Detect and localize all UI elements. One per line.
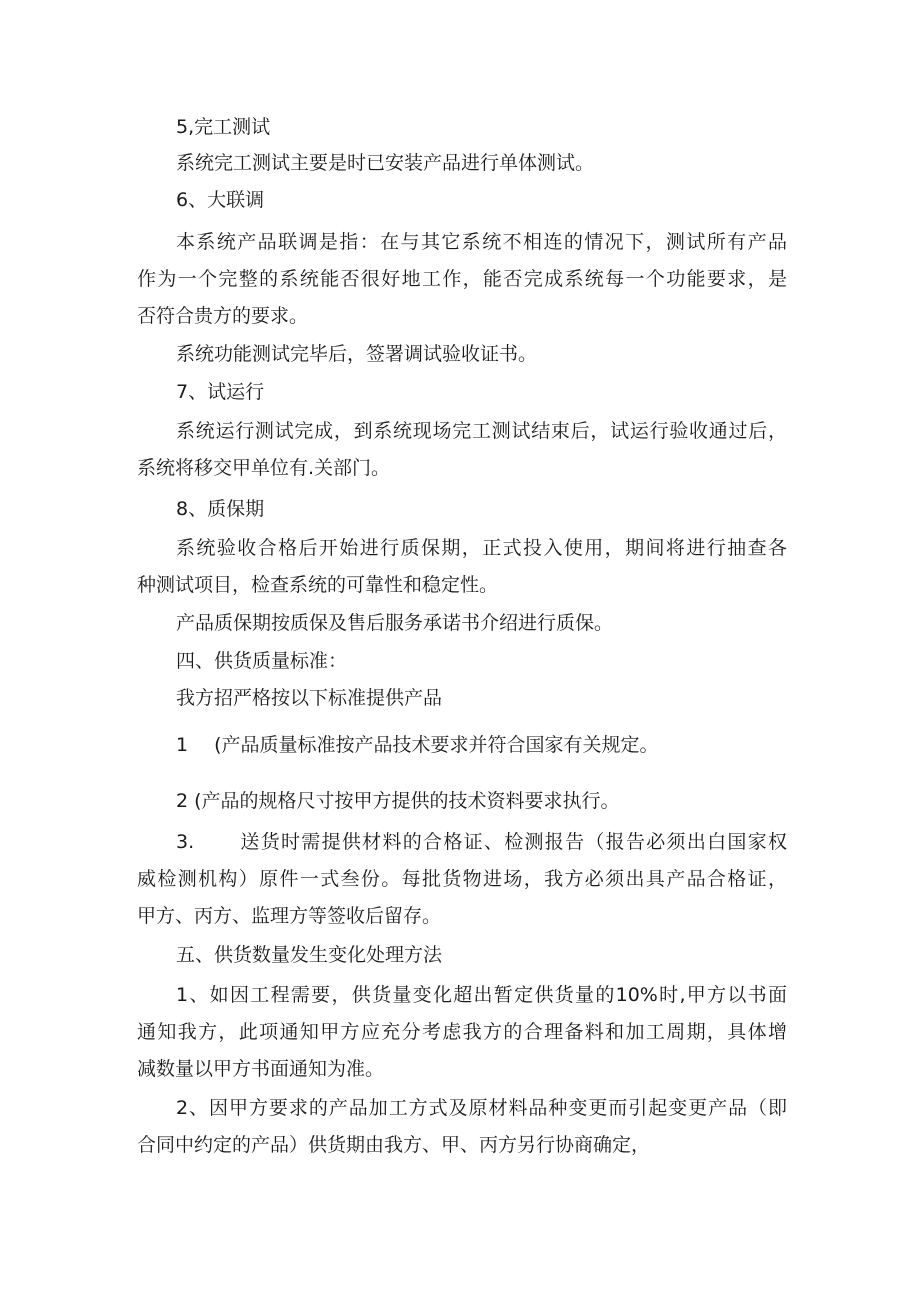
list-number: 1 (176, 734, 189, 756)
list-item-quality-1 (137, 727, 826, 764)
heading-warranty (137, 491, 826, 528)
text-line: 通知我方，此项通知甲方应充分考虑我方的合理备料和加工周期，具体增 (137, 1021, 787, 1043)
text-line: 作为一个完整的系统能否很好地工作，能否完成系统每一个功能要求，是 (137, 268, 787, 290)
text-line: 系统完工测试主要是时已安装产品进行单体测试。 (176, 152, 595, 174)
paragraph-completion-test (137, 145, 826, 182)
heading-quantity-change (137, 937, 826, 974)
list-item-quality-3 (137, 824, 787, 935)
list-number: 3. (176, 831, 195, 853)
text-line: 2、因甲方要求的产品加工方式及原材料品种变更而引起变更产品（即 (176, 1097, 787, 1119)
heading-trial-run (137, 374, 826, 411)
paragraph-quality-intro (137, 680, 826, 717)
text-line: 种测试项目，检查系统的可靠性和稳定性。 (137, 574, 499, 596)
paragraph-function-test (137, 336, 826, 373)
text-line: 8、质保期 (176, 498, 265, 520)
text-line: 我方招严格按以下标准提供产品 (176, 687, 443, 709)
list-number: 2 (176, 790, 189, 812)
text-line: (产品的规格尺寸按甲方提供的技术资料要求执行。 (194, 790, 620, 812)
text-line: 否符合贵方的要求。 (137, 305, 309, 327)
heading-completion-test (137, 109, 826, 146)
text-line: 甲方、丙方、监理方等签收后留存。 (137, 905, 442, 927)
text-line: 五、供货数量发生变化处理方法 (176, 944, 443, 966)
text-line: (产品质量标准按产品技术要求并符合国家有关规定。 (214, 734, 659, 756)
paragraph-warranty (137, 530, 787, 604)
text-line: 5,完工测试 (176, 116, 271, 138)
text-line: 送货时需提供材料的合格证、检测报告（报告必须出白国家权 (239, 831, 787, 853)
paragraph-quantity-change-1 (137, 977, 787, 1088)
text-line: 合同中约定的产品）供货期由我方、甲、丙方另行协商确定， (137, 1134, 651, 1156)
paragraph-joint-debugging (137, 224, 787, 335)
heading-quality-standards (137, 643, 826, 680)
list-item-quality-2 (137, 783, 826, 820)
text-line: 1、如因工程需要，供货量变化超出暂定供货量的10%时,甲方以书面 (176, 984, 787, 1006)
text-line: 7、试运行 (176, 381, 265, 403)
paragraph-trial-run (137, 413, 787, 487)
paragraph-warranty-terms (137, 605, 826, 642)
text-line: 系统功能测试完毕后，签署调试验收证书。 (176, 343, 538, 365)
paragraph-quantity-change-2 (137, 1090, 787, 1164)
text-line: 本系统产品联调是指：在与其它系统不相连的情况下，测试所有产品 (176, 231, 787, 253)
heading-joint-debugging (137, 182, 826, 219)
text-line: 产品质保期按质保及售后服务承诺书介绍进行质保。 (176, 612, 614, 634)
text-line: 减数量以甲方书面通知为准。 (137, 1058, 385, 1080)
text-line: 系统验收合格后开始进行质保期，正式投入使用，期间将进行抽查各 (176, 537, 787, 559)
text-line: 6、大联调 (176, 189, 265, 211)
text-line: 威检测机构）原件一式叁份。每批货物进场，我方必须出具产品合格证， (137, 868, 787, 890)
text-line: 系统将移交甲单位有.关部门。 (137, 457, 391, 479)
text-line: 四、供货质量标准： (176, 650, 348, 672)
text-line: 系统运行测试完成，到系统现场完工测试结束后，试运行验收通过后， (176, 420, 787, 442)
